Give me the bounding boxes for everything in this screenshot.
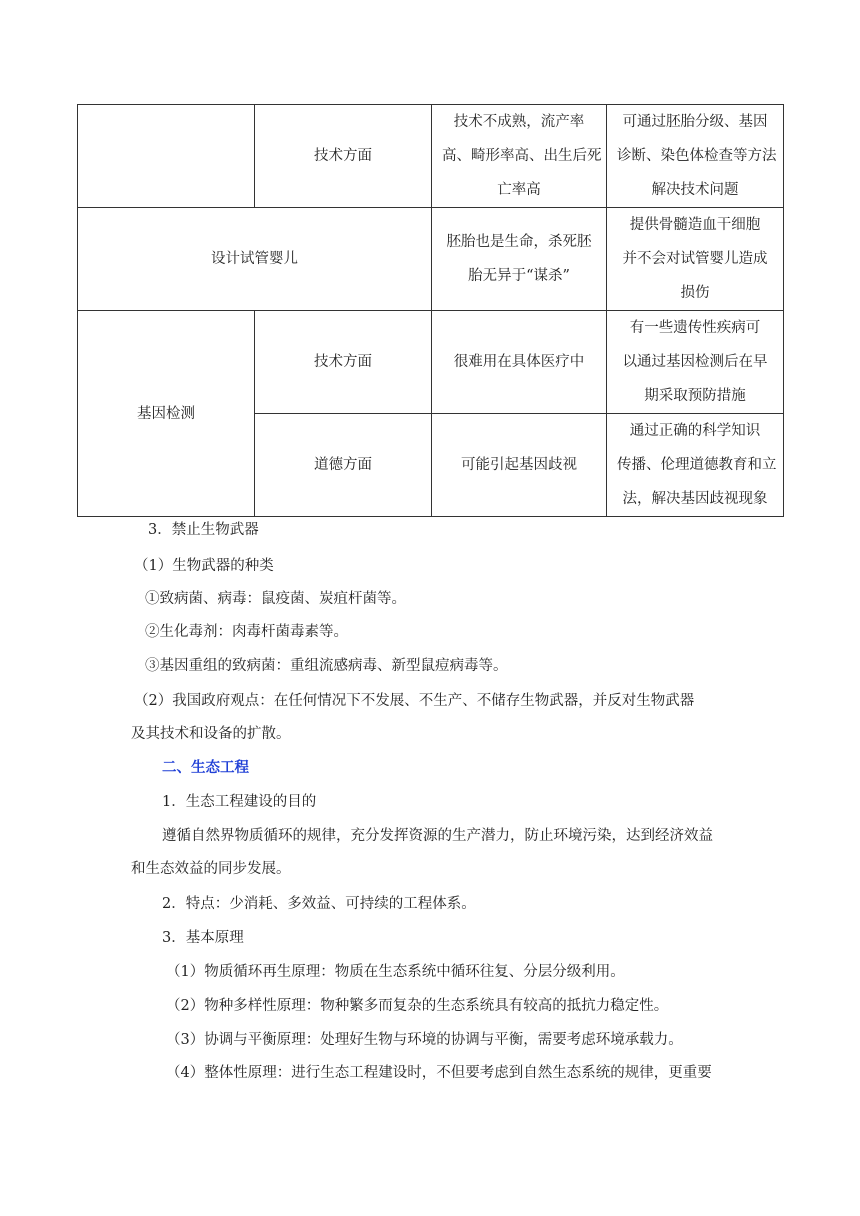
- table-cell: 很难用在具体医疗中: [432, 311, 607, 414]
- paragraph: 及其技术和设备的扩散。: [131, 726, 291, 742]
- table-cell: [78, 105, 255, 208]
- table-cell: 可通过胚胎分级、基因 诊断、染色体检查等方法 解决技术问题: [607, 105, 784, 208]
- table-cell: 基因检测: [78, 311, 255, 517]
- subheading: （1）生物武器的种类: [134, 558, 274, 574]
- paragraph: （2）物种多样性原理：物种繁多而复杂的生态系统具有较高的抵抗力稳定性。: [166, 998, 669, 1014]
- table-cell: 技术方面: [255, 105, 432, 208]
- section-heading: 1．生态工程建设的目的: [162, 794, 317, 810]
- table-cell: 技术方面: [255, 311, 432, 414]
- section-heading: 3．禁止生物武器: [148, 522, 259, 538]
- chapter-heading: 二、生态工程: [162, 759, 249, 776]
- paragraph: （4）整体性原理：进行生态工程建设时，不但要考虑到自然生态系统的规律，更重要: [166, 1065, 712, 1081]
- paragraph: 2．特点：少消耗、多效益、可持续的工程体系。: [162, 896, 476, 912]
- paragraph: ③基因重组的致病菌：重组流感病毒、新型鼠痘病毒等。: [145, 658, 508, 674]
- table-cell: 提供骨髓造血干细胞 并不会对试管婴儿造成 损伤: [607, 208, 784, 311]
- paragraph: 遵循自然界物质循环的规律，充分发挥资源的生产潜力，防止环境污染，达到经济效益: [162, 828, 713, 844]
- table-row: [78, 311, 784, 414]
- paragraph: ①致病菌、病毒：鼠疫菌、炭疽杆菌等。: [145, 591, 406, 607]
- paragraph: （2）我国政府观点：在任何情况下不发展、不生产、不储存生物武器，并反对生物武器: [134, 693, 695, 709]
- table-row: [78, 105, 784, 208]
- table-cell: 技术不成熟，流产率 高、畸形率高、出生后死 亡率高: [432, 105, 607, 208]
- paragraph: 和生态效益的同步发展。: [131, 861, 291, 877]
- table-cell: 胚胎也是生命，杀死胚 胎无异于“谋杀”: [432, 208, 607, 311]
- table-cell: 有一些遗传性疾病可 以通过基因检测后在早 期采取预防措施: [607, 311, 784, 414]
- table-cell: 设计试管婴儿: [78, 208, 432, 311]
- paragraph: ②生化毒剂：肉毒杆菌毒素等。: [145, 624, 348, 640]
- paragraph: （3）协调与平衡原理：处理好生物与环境的协调与平衡，需要考虑环境承载力。: [166, 1032, 683, 1048]
- table-cell: 道德方面: [255, 414, 432, 517]
- ethics-table: [77, 104, 784, 517]
- table-cell: 可能引起基因歧视: [432, 414, 607, 517]
- section-heading: 3．基本原理: [162, 930, 244, 946]
- table-cell: 通过正确的科学知识 传播、伦理道德教育和立 法，解决基因歧视现象: [607, 414, 784, 517]
- paragraph: （1）物质循环再生原理：物质在生态系统中循环往复、分层分级利用。: [166, 964, 625, 980]
- table-row: [78, 208, 784, 311]
